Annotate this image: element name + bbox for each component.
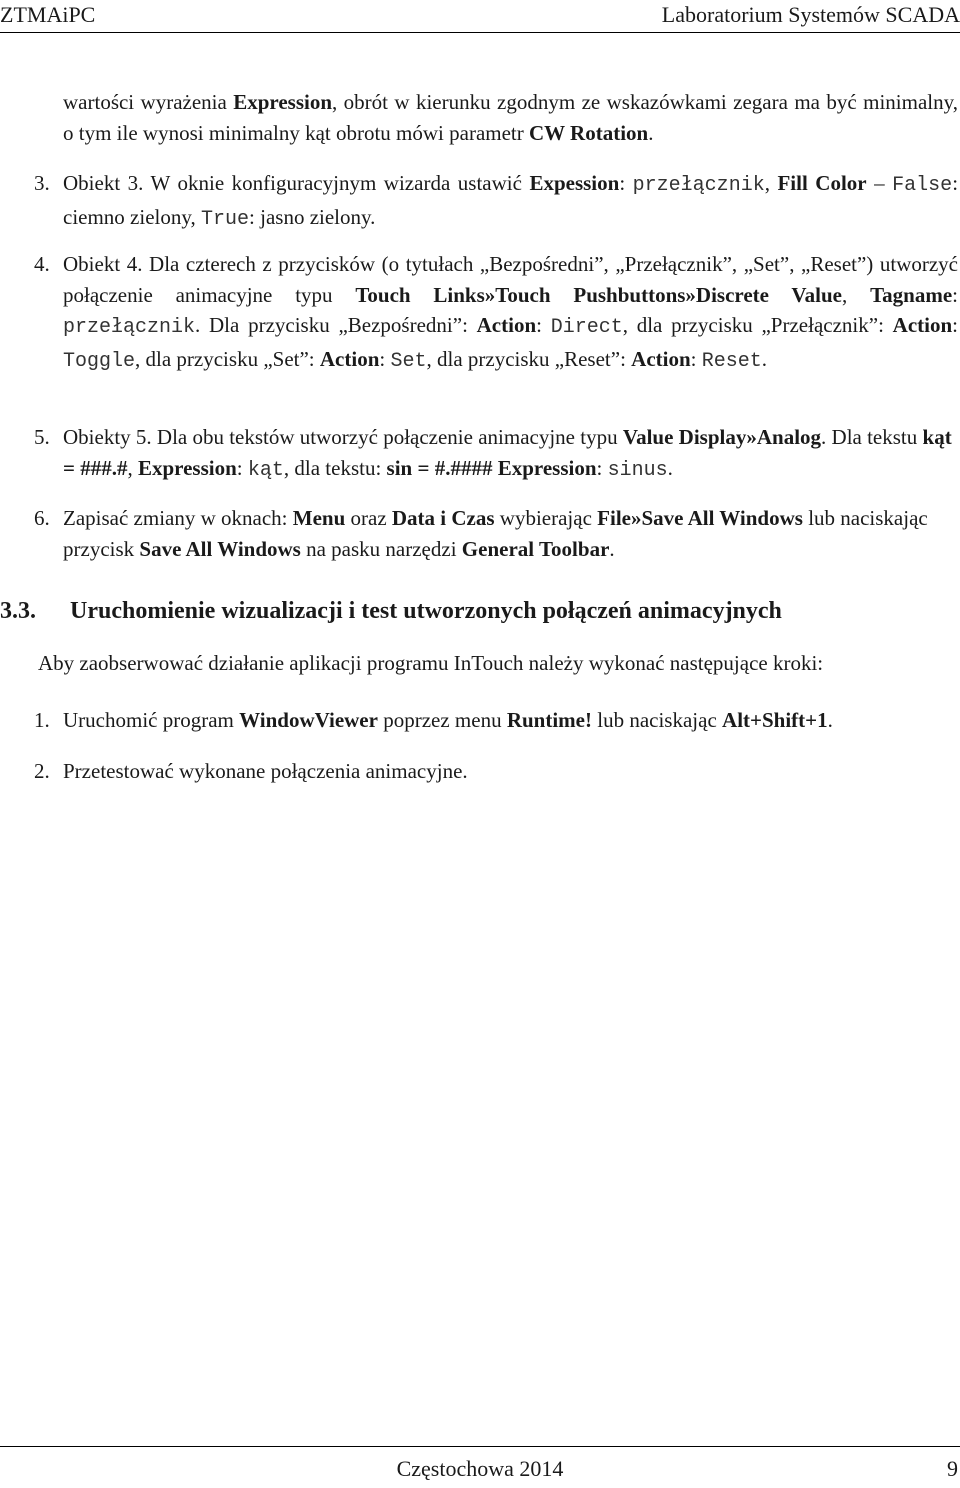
section-title: Uruchomienie wizualizacji i test utworzonych połączeń animacyjnych xyxy=(70,598,782,624)
text-run: : xyxy=(690,346,702,371)
bold-term: Action xyxy=(892,313,953,337)
text-run: . xyxy=(667,455,673,480)
text-run: . xyxy=(761,346,768,371)
text-run: – xyxy=(866,171,893,195)
item-text xyxy=(63,249,958,377)
text-run: , xyxy=(764,171,778,195)
text-run: : xyxy=(952,313,958,337)
code-term: Set xyxy=(390,349,427,373)
code-term: przełącznik xyxy=(632,174,765,197)
bold-term: kąt = ###.# xyxy=(63,425,952,480)
text-run: , dla przycisku „Set”: xyxy=(135,346,320,371)
text-run: , dla tekstu: xyxy=(283,455,387,480)
footer-rule xyxy=(0,1446,960,1447)
bold-term: Touch Links»Touch Pushbuttons»Discrete Value xyxy=(355,282,842,307)
item-number: 2. xyxy=(34,759,50,783)
continuation-paragraph xyxy=(63,87,958,148)
text-run: lub naciskając przycisk xyxy=(63,506,928,561)
bold-term: Alt+Shift+1 xyxy=(722,708,828,732)
text-run: poprzez menu xyxy=(377,708,507,732)
text-run: : xyxy=(536,313,551,337)
bold-term: Expression xyxy=(137,455,237,480)
text-run: . Dla tekstu xyxy=(821,425,923,449)
text-run: . xyxy=(609,536,615,561)
bold-term: Action xyxy=(476,313,537,337)
bold-term: Runtime! xyxy=(506,708,592,732)
bold-term: WindowViewer xyxy=(239,708,378,732)
text-run: Przetestować wykonane połączenia animacyjne. xyxy=(63,759,468,783)
header-course-title: Laboratorium Systemów SCADA xyxy=(661,2,960,27)
section-number: 3.3. xyxy=(0,598,36,624)
text-run: : xyxy=(619,171,633,195)
item-number: 4. xyxy=(34,252,50,276)
text-run: oraz xyxy=(345,506,392,530)
bold-term: Tagname xyxy=(870,282,953,307)
bold-term: File»Save All Windows xyxy=(597,506,803,530)
text-run: wartości wyrażenia xyxy=(63,90,234,114)
bold-term: General Toolbar xyxy=(461,536,610,561)
item-number: 5. xyxy=(34,425,50,449)
text-run: , xyxy=(842,282,871,307)
text-run: : xyxy=(596,455,608,480)
text-run: . xyxy=(827,708,833,732)
bold-term: Save All Windows xyxy=(139,536,301,561)
text-run: , dla przycisku „Przełącznik”: xyxy=(622,313,893,337)
text-run: Obiekt 4. Dla czterech z przycisków (o tytułach „Bezpośredni”, „Przełącznik”, „Set”, „Reset”) utworzyć połączenie animacyjne typu xyxy=(63,252,958,307)
page-header xyxy=(0,0,960,36)
text-run: Uruchomić program xyxy=(63,708,240,732)
item-text xyxy=(63,756,958,787)
bold-term: Menu xyxy=(292,506,346,530)
header-rule xyxy=(0,32,960,33)
bold-term: Expression xyxy=(233,90,333,114)
code-term: kąt xyxy=(247,458,284,482)
item-number: 3. xyxy=(34,171,50,195)
item-text xyxy=(63,422,958,486)
code-term: Reset xyxy=(701,349,762,373)
text-run: : xyxy=(379,346,391,371)
code-term: Direct xyxy=(550,316,623,339)
text-run: . xyxy=(648,120,654,145)
bold-term: Expession xyxy=(529,171,620,195)
bold-term: Action xyxy=(631,346,691,371)
text-run: : ciemno zielony, xyxy=(63,171,959,229)
text-run: Obiekt 3. W oknie konfiguracyjnym wizarda ustawić xyxy=(63,171,530,195)
bold-term: CW Rotation xyxy=(529,120,649,145)
item-number: 6. xyxy=(34,506,50,530)
item-text xyxy=(63,168,958,235)
bold-term: Expression xyxy=(497,455,597,480)
text-run: : jasno zielony. xyxy=(249,204,376,229)
item-text xyxy=(63,503,958,564)
text-run: : xyxy=(236,455,248,480)
text-run: wybierając xyxy=(494,506,598,530)
text-run: , obrót w kierunku zgodnym ze wskazówkami zegara ma być minimalny, o tym ile wynosi minimalny kąt obrotu mówi parametr xyxy=(63,90,958,145)
bold-term: Action xyxy=(319,346,380,371)
text-run: , dla przycisku „Reset”: xyxy=(426,346,632,371)
code-term: Toggle xyxy=(63,349,136,373)
bold-term: Fill Color xyxy=(777,171,867,195)
page-number: 9 xyxy=(947,1456,958,1481)
code-term: False xyxy=(892,174,953,197)
bold-term: Value Display»Analog xyxy=(622,425,822,449)
text-run: na pasku narzędzi xyxy=(300,536,462,561)
text-run: Obiekty 5. Dla obu tekstów utworzyć połączenie animacyjne typu xyxy=(63,425,623,449)
footer-place-year: Częstochowa 2014 xyxy=(396,1456,564,1481)
text-run: Zapisać zmiany w oknach: xyxy=(63,506,293,530)
header-course-code: ZTMAiPC xyxy=(0,2,96,27)
text-run: . Dla przycisku „Bezpośredni”: xyxy=(195,313,477,337)
bold-term: Data i Czas xyxy=(391,506,495,530)
section-intro: Aby zaobserwować działanie aplikacji programu InTouch należy wykonać następujące kroki: xyxy=(38,651,824,675)
code-term: przełącznik xyxy=(63,316,196,339)
text-run: : xyxy=(952,282,958,307)
code-term: sinus xyxy=(607,458,668,482)
text-run: , xyxy=(127,455,138,480)
item-text xyxy=(63,705,958,736)
item-number: 1. xyxy=(34,708,50,732)
code-term: True xyxy=(201,207,250,231)
bold-term: sin = #.#### xyxy=(386,455,493,480)
text-run: lub naciskając xyxy=(592,708,723,732)
